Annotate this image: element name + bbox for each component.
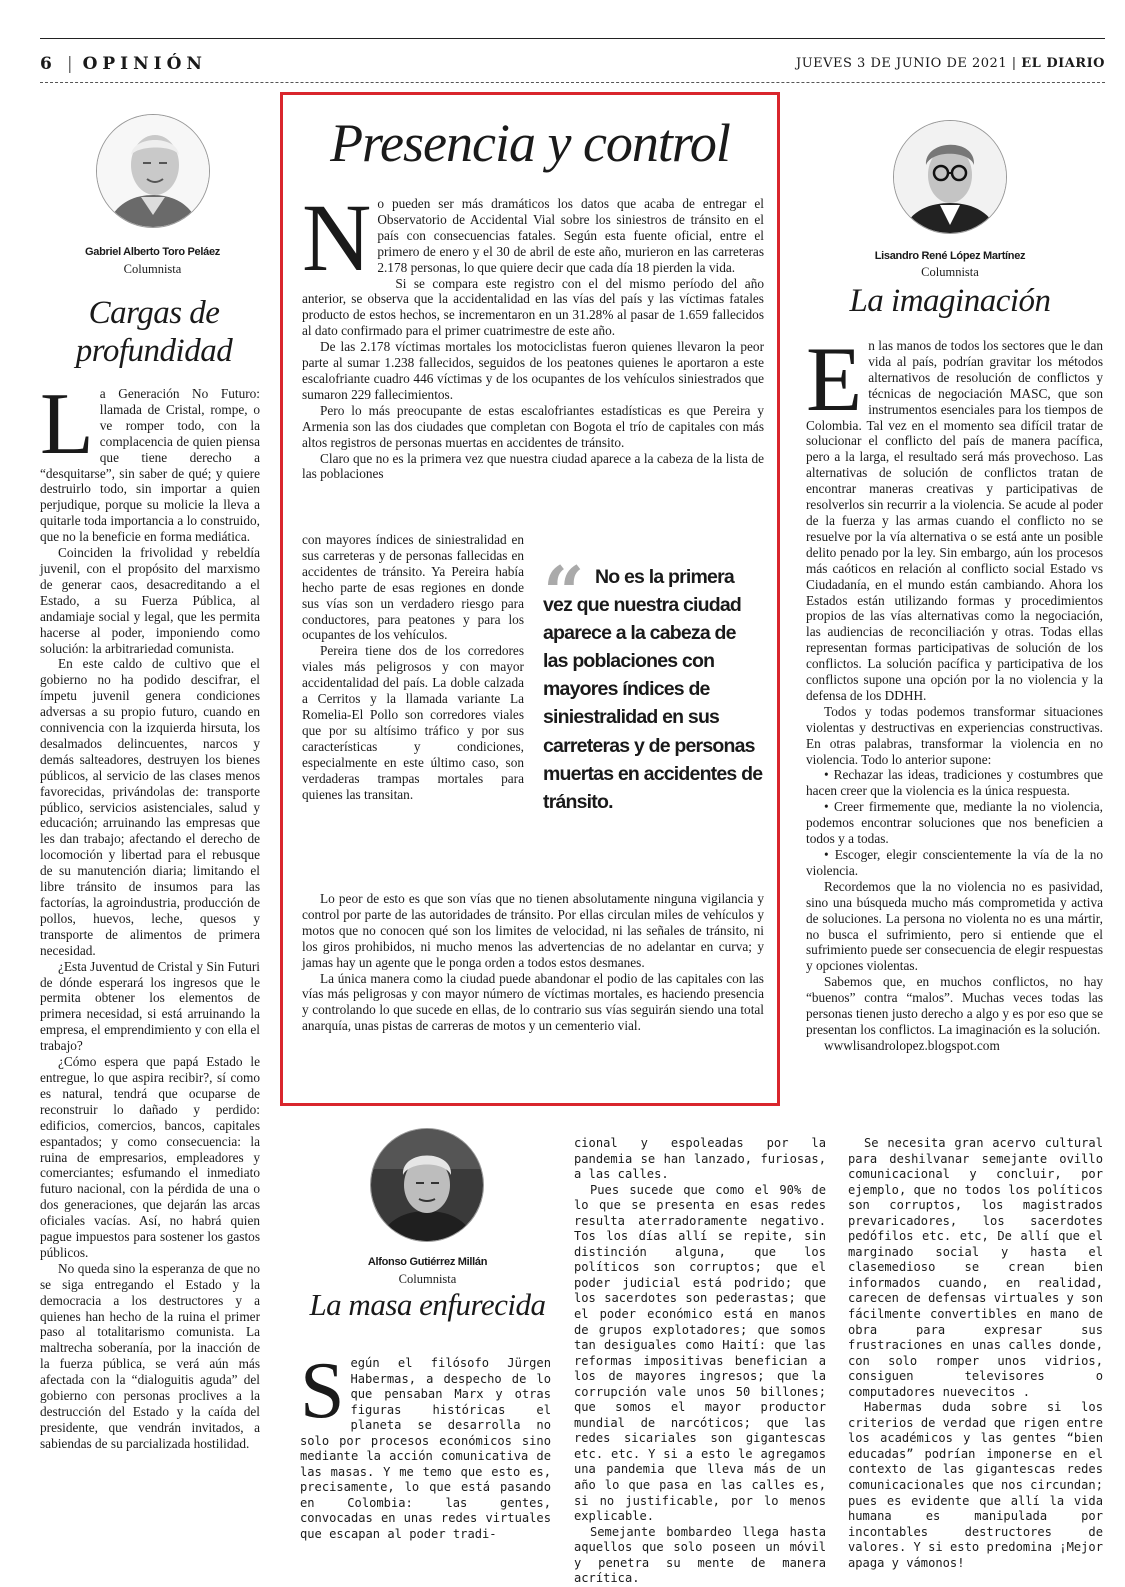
author-role-toro: Columnista xyxy=(123,262,182,276)
body-paragraph: cional y espoleadas por la pandemia se han lanzado, furiosas, a las calles. xyxy=(574,1136,826,1182)
editorial-body-top xyxy=(302,184,764,482)
pull-quote-text: No es la primera vez que nuestra ciudad aparece a la cabeza de las poblaciones con mayores índices de siniestralidad en sus carreteras y de personas muertas en accidentes de tránsito. xyxy=(543,566,763,813)
dropcap-S: S xyxy=(300,1347,345,1435)
column-title-masa: La masa enfurecida xyxy=(309,1287,546,1322)
column-title-line1: Cargas de xyxy=(88,295,220,331)
body-paragraph: egún el filósofo Jürgen Habermas, a despecho de lo que pensaban Marx y otras figuras históricas el planeta se desarrolla no solo por procesos económicos sino mediante la acción comunicativa de las masas. Y me temo que esto es, precisamente, lo que está pasando en Colombia: las gentes, convocadas en unas redes virtuales que escapan al poder tradi- xyxy=(300,1356,551,1542)
column-title-imaginacion: La imaginación xyxy=(849,283,1051,319)
top-rule xyxy=(40,38,1105,39)
editorial-paragraph: Pero lo más preocupante de estas escalofriantes estadísticas es que Pereira y Armenia son las dos ciudades que completan con Bogota el trío de capitales con más altos registros de personas muertas en accidentes de tránsito. xyxy=(302,402,764,450)
body-paragraph: Se necesita gran acervo cultural para deshilvanar semejante ovillo comunicacional y concluir, por ejemplo, que no todos los políticos son corruptos, los magistrados prevaricadores, los sacerdotes pedófilos etc. etc, De allí que el marginado social y hasta el clasemedioso se crean bien informados cuando, en realidad, carecen de defensas virtuales y son fácilmente convertibles en mano de obra para expresar sus frustraciones en unas calles donde, con solo romper unos vidrios, consiguen televisores o computadores nuevecitos . xyxy=(848,1136,1103,1399)
page-number: 6 xyxy=(40,54,57,74)
editorial-paragraph: De las 2.178 víctimas mortales los motociclistas fueron quienes llevaron la peor parte al sumar 1.238 fallecidos, seguidos de los peatones quienes le aportaron a este escalofriante cuadro 446 víctimas y de los ocupantes de los vehículos siniestrados que sumaron 229 fallecimientos. xyxy=(302,339,764,402)
body-paragraph: Semejante bombardeo llega hasta aquellos que solo poseen un móvil y penetra su mente de manera acrítica. xyxy=(574,1524,826,1586)
dropcap-E: E xyxy=(806,328,863,430)
author-name-toro: Gabriel Alberto Toro Peláez xyxy=(85,246,220,258)
portrait-icon xyxy=(97,115,209,227)
body-paragraph: Habermas duda sobre si los criterios de verdad que rigen entre los académicos y las gentes “bien educadas” podrían imponerse en el contexto de las gigantescas redes comunicacionales que nos circundan; pues es evidente que allí la vida humana es manipulada por incontables destructores de valores. Y si esto predomina ¡Mejor apaga y vámonos! xyxy=(848,1400,1103,1570)
column-title-cargas xyxy=(40,294,268,370)
column-body-masa-col2 xyxy=(574,1136,826,1587)
editorial-paragraph: Lo peor de esto es que son vías que no tienen absolutamente ninguna vigilancia y control por parte de las autoridades de tránsito. Por ellas circulan miles de vehículos y motos que no conocen qué son los limites de velocidad, ni las señales de tránsito, ni los giros prohibidos, ni mucho menos las advertencias de no adelantar en curva; y jamas hay un agente que le ponga orden a todos estos desmanes. xyxy=(302,891,764,970)
editorial-paragraph: con mayores índices de siniestralidad en sus carreteras y de personas fallecidas en accidentes de tránsito. Ya Pereira había hecho parte de esas regiones en donde sus vías son un verdadero riesgo para conductores, para peatones y para los ocupantes de los vehículos. xyxy=(302,532,524,643)
column-title-line2: profundidad xyxy=(75,333,233,369)
header-separator: | xyxy=(66,54,73,74)
editorial-title: Presencia y control xyxy=(330,113,730,173)
page-header-right: JUEVES 3 DE JUNIO DE 2021 | EL DIARIO xyxy=(795,56,1105,71)
body-paragraph: En este caldo de cultivo que el gobierno no ha podido descifrar, el ímpetu juvenil genera condiciones adversas a su propio futuro, cuando en connivencia con la izquierda hirsuta, los desalmados delincuentes, narcos y demás salteadores, destruyen los bienes públicos, al servicio de las clases menos favorecidas, privándolas de: transporte público, servicios asistenciales, salud y educación; arruinando las empresas que les dan trabajo; afectando el derecho de locomoción y libertad para el rebusque de su manutención diaria; limitando el libre tránsito de insumos para las factorías, la agroindustria, producción de pollos, huevos, leche, quesos y transporte de alimentos de primera necesidad. xyxy=(40,656,260,958)
pull-quote xyxy=(543,550,763,816)
portrait-icon xyxy=(371,1129,483,1241)
body-paragraph: Recordemos que la no violencia no es pasividad, sino una búsqueda mucho más comprometida y activa de soluciones. La persona no violenta no es una mártir, no busca el sufrimiento, pero si entiende que el sufrimiento puede ser consecuencia de elegir respuestas y opciones violentas. xyxy=(806,878,1103,974)
author-role-gutierrez: Columnista xyxy=(398,1272,457,1286)
body-paragraph: a Generación No Futuro: llamada de Cristal, rompe, o ve romper todo, con la complacencia de quien piensa que tiene derecho a “desquitarse”, sin saber de qué; y quiere destruirlo todo, sin importar a quien perjudique, porque su molicie la lleva a quitarle toda importancia a lo construido, que no la beneficie en forma mediática. xyxy=(40,386,260,545)
issue-date: JUEVES 3 DE JUNIO DE 2021 xyxy=(795,56,1008,71)
author-name-gutierrez: Alfonso Gutiérrez Millán xyxy=(367,1256,488,1268)
column-body-masa-col3 xyxy=(848,1136,1103,1571)
author-role-lopez: Columnista xyxy=(921,265,979,279)
editorial-paragraph: o pueden ser más dramáticos los datos que acaba de entregar el Observatorio de Accidental Vial sobre los siniestros de tránsito en el país con consecuencias fatales. Según esta fuente oficial, entre el primero de enero y el 30 de abril de este año, murieron en las carreteras 2.178 personas, lo que quiere decir que cada día 18 pierden la vida. xyxy=(377,196,764,275)
page-header-left xyxy=(40,54,207,74)
editorial-paragraph: Claro que no es la primera vez que nuestra ciudad aparece a la cabeza de la lista de las poblaciones xyxy=(302,450,764,482)
body-paragraph: Pues sucede que como el 90% de lo que se presenta en esas redes resulta aterradoramente negativo. Tos los días allí se repite, sin distinción alguna, que los políticos son corruptos; que el poder judicial está podrido; que los sacerdotes son pederastas; que el poder económico está en manos de grupos explotadores; que somos tan desiguales como Haití: que las reformas impositivas benefician a los de mayores ingresos; que la corrupción vale unos 50 billones; que somos el mayor productor mundial de narcóticos; que las redes sicariales son gigantescas etc. etc. Y si a esto le agregamos una pandemia que lleva más de un año lo que pasa en las calles es, si no justificable, por lo menos explicable. xyxy=(574,1182,826,1524)
header-rule xyxy=(40,82,1105,83)
editorial-paragraph: Si se compara este registro con el del mismo período del año anterior, se observa que la accidentalidad en las vías del país y las víctimas fatales producto de estos hechos, se incrementaron en un 31.28% al pasar de 1.659 fallecidos al dato confirmado para el primer cuatrimestre de este año. xyxy=(302,275,764,339)
column-body-masa-col1 xyxy=(300,1347,551,1543)
body-paragraph: Todos y todas podemos transformar situaciones violentas y destructivas en experiencias constructivas. En otras palabras, transformar la violencia en no violencia. Todo lo anterior supone: xyxy=(806,703,1103,767)
dropcap-N: N xyxy=(302,184,372,291)
dropcap-L: L xyxy=(40,376,94,473)
body-paragraph: n las manos de todos los sectores que le dan vida al país, podrían gravitar los métodos alternativos de resolución de conflictos y técnicas de negociación MASC, que son instrumentos esenciales para los tiempos de Colombia. Tal vez en el momento sea difícil tratar de solucionar el conflicto del país de manera pacífica, pero a la larga, el resultado será más provechoso. Las alternativas de solución de conflictos tratan de encontrar maneras creativas y participativas de resolverlos sin recurrir a la violencia. Se acude al poder de la fuerza y las armas cuando el conflicto no se resuelve por la vía alternativa o se está ante un posible delito penado por la ley. Sin embargo, aún los procesos más caóticos en relación al conflicto social Estado vs Ciudadanía, en el mundo están cambiando. Ahora los Estados están utilizando formas y procedimientos propios de las vías alternativas como la negociación, las audiencias de reconciliación y otras. Todas ellas representan formas participativas de solución de los conflictos. La solución pacífica y participativa de los conflictos supone una opción por la no violencia y la defensa de los DDHH. xyxy=(806,338,1103,703)
author-photo-gutierrez xyxy=(370,1128,484,1242)
quote-mark-icon: “ xyxy=(543,550,584,635)
body-paragraph: ¿Cómo espera que papá Estado le entregue, lo que aspira recibir?, sí como es natural, tendrá que ocuparse de reconstruir lo dañado y perdido: edificios, comercios, bancos, capitales espantados; y como consecuencia: la ruina de empresarios, empleadores y comerciantes; esfumando el inmediato futuro nacional, con la pérdida de una o dos generaciones, que dejarán las arcas oficiales vacías. Así, no habrá quien pague impuestos para sostener los gastos públicos. xyxy=(40,1054,260,1260)
portrait-icon xyxy=(894,121,1006,233)
body-paragraph: Coinciden la frivolidad y rebeldía juvenil, con el propósito del marxismo de generar caos, desacreditando a el Estado, a su Fuerza Pública, al andamiaje social y legal, que les permita hacerse al poder, imponiendo como solución: la arbitrariedad comunista. xyxy=(40,545,260,656)
body-paragraph: • Creer firmemente que, mediante la no violencia, podemos encontrar soluciones que nos beneficien a todos y a todas. xyxy=(806,799,1103,847)
column-body-cargas xyxy=(40,376,260,1452)
section-name: OPINIÓN xyxy=(82,54,207,74)
body-paragraph: Sabemos que, en muchos conflictos, no hay “buenos” contra “malos”. Muchas veces todas las personas tienen justo derecho a algo y es por eso que se presentan los conflictos. La imaginación es la solución. xyxy=(806,974,1103,1037)
column-body-imaginacion xyxy=(806,328,1103,1054)
body-paragraph: No queda sino la esperanza de que no se siga entregando el Estado y la democracia a los destructores y a quienes han hecho de la ruina el primer paso al totalitarismo comunista. La maltrecha soberanía, por la inacción de la fuerza pública, se verá aún más afectada con la “dialoguitis aguda” del gobierno con personas proclives a la destrucción del Estado y la caída del presidente, que vendrán invitados, a sabiendas de su parcializada hostilidad. xyxy=(40,1260,260,1451)
body-paragraph: • Escoger, elegir conscientemente la vía de la no violencia. xyxy=(806,847,1103,878)
author-photo-toro xyxy=(96,114,210,228)
editorial-body-bottom xyxy=(302,891,764,1034)
body-paragraph: • Rechazar las ideas, tradiciones y costumbres que hacen creer que la violencia es la única respuesta. xyxy=(806,767,1103,799)
editorial-paragraph: Pereira tiene dos de los corredores viales más peligrosos y con mayor accidentalidad del país. La doble calzada a Cerritos y la llamada variante La Romelia-El Pollo son corredores viales que por su altísimo tráfico y por sus características y condiciones, especialmente en este último caso, son verdaderas trampas mortales para quienes las transitan. xyxy=(302,643,524,802)
body-paragraph: ¿Esta Juventud de Cristal y Sin Futuri de dónde esperará los ingresos que le permita obtener los elementos de primera necesidad, si está arruinando la empresa, el emprendimiento y con ella el trabajo? xyxy=(40,958,260,1054)
editorial-paragraph: La única manera como la ciudad puede abandonar el podio de las capitales con las vías más peligrosas y con mayor número de víctimas mortales, es haciendo presencia y controlando lo que sucede en ellas, de lo contrario sus vías seguirán siendo una total anarquía, unas pistas de carreras de motos y un cementerio vial. xyxy=(302,970,764,1034)
newspaper-name: EL DIARIO xyxy=(1021,56,1105,71)
author-website: wwwlisandrolopez.blogspot.com xyxy=(824,1037,1000,1053)
author-name-lopez: Lisandro René López Martínez xyxy=(874,250,1026,262)
editorial-body-narrow xyxy=(302,532,524,802)
author-photo-lopez xyxy=(893,120,1007,234)
